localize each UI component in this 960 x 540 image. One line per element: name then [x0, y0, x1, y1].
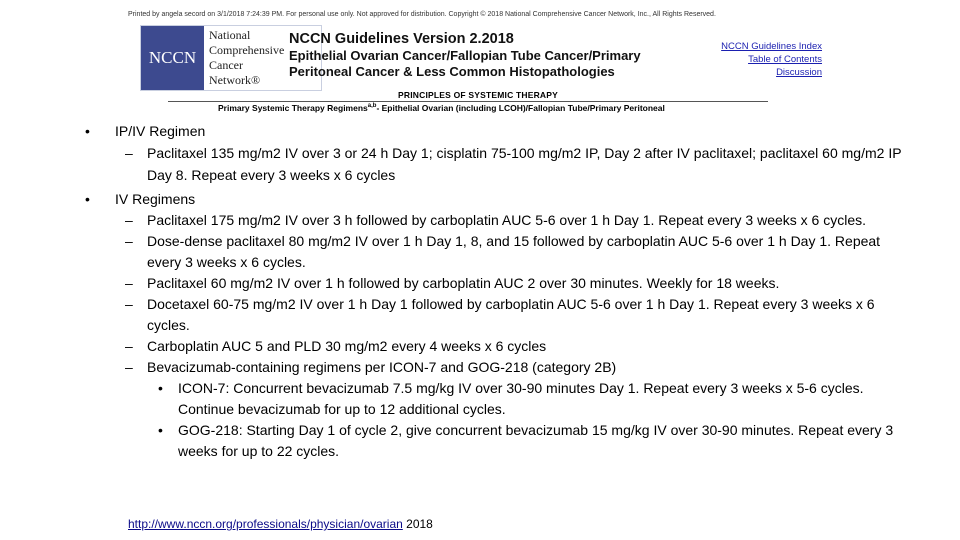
logo-word: Cancer	[209, 58, 243, 72]
section-subtitle-sup: a,b	[367, 103, 377, 110]
list-item	[85, 273, 915, 294]
section-subtitle-rest: - Epithelial Ovarian (including LCOH)/Fallopian Tube/Primary Peritoneal	[376, 103, 665, 113]
citation-year: 2018	[406, 517, 433, 531]
dash: –	[125, 212, 133, 228]
iv-heading: IV Regimens	[115, 191, 196, 207]
discussion-link[interactable]: Discussion	[776, 67, 822, 78]
list-item	[85, 378, 915, 420]
table-of-contents-link[interactable]: Table of Contents	[748, 54, 822, 65]
dash: –	[125, 359, 133, 375]
list-item	[85, 231, 915, 273]
dash: –	[125, 275, 133, 291]
regimen-list	[85, 120, 915, 462]
dash: –	[125, 145, 133, 161]
iv-item: Dose-dense paclitaxel 80 mg/m2 IV over 1 h Day 1, 8, and 15 followed by carboplatin AUC 5-6 over 1 h Day 1. Repeat every 3 weeks x 6 cycles.	[147, 233, 881, 270]
dash: –	[125, 233, 133, 249]
list-item	[85, 120, 915, 142]
title-line-2: Epithelial Ovarian Cancer/Fallopian Tube Cancer/Primary	[289, 48, 641, 63]
ip-iv-heading: IP/IV Regimen	[115, 123, 206, 139]
section-divider	[168, 101, 768, 102]
list-item	[85, 188, 915, 210]
printed-notice: Printed by angela secord on 3/1/2018 7:24:39 PM. For personal use only. Not approved for distribution. Copyright © 2018 National Comprehensive Cancer Network, Inc., All Rights Reserved.	[128, 11, 716, 18]
sub-bullet: •	[158, 422, 163, 438]
bullet: •	[85, 123, 90, 139]
list-item	[85, 357, 915, 378]
iv-item: Carboplatin AUC 5 and PLD 30 mg/m2 every 4 weeks x 6 cycles	[147, 338, 547, 354]
section-subtitle	[218, 103, 665, 113]
guideline-links	[721, 40, 822, 79]
ip-iv-item: Paclitaxel 135 mg/m2 IV over 3 or 24 h Day 1; cisplatin 75-100 mg/m2 IP, Day 2 after IV paclitaxel; paclitaxel 60 mg/m2 IP Day 8. Repeat every 3 weeks x 6 cycles	[147, 145, 902, 183]
dash: –	[125, 338, 133, 354]
title-line-1: NCCN Guidelines Version 2.2018	[289, 31, 514, 47]
source-citation	[128, 517, 433, 531]
iv-item: Docetaxel 60-75 mg/m2 IV over 1 h Day 1 followed by carboplatin AUC 5-6 over 1 h Day 1. Repeat every 3 weeks x 6 cycles.	[147, 296, 875, 333]
nccn-ovarian-link[interactable]: http://www.nccn.org/professionals/physician/ovarian	[128, 517, 403, 531]
bev-sub-item: GOG-218: Starting Day 1 of cycle 2, give concurrent bevacizumab 15 mg/kg IV over 30-90 minutes. Repeat every 3 weeks for up to 22 cycles.	[178, 422, 894, 459]
iv-item: Bevacizumab-containing regimens per ICON-7 and GOG-218 (category 2B)	[147, 359, 617, 375]
dash: –	[125, 296, 133, 312]
section-title: PRINCIPLES OF SYSTEMIC THERAPY	[398, 90, 558, 100]
guidelines-index-link[interactable]: NCCN Guidelines Index	[721, 41, 822, 52]
list-item	[85, 142, 915, 186]
list-item	[85, 420, 915, 462]
list-item	[85, 294, 915, 336]
sub-bullet: •	[158, 380, 163, 396]
list-item	[85, 210, 915, 231]
title-line-3: Peritoneal Cancer & Less Common Histopathologies	[289, 64, 615, 79]
logo-words	[209, 28, 284, 88]
bev-sub-item: ICON-7: Concurrent bevacizumab 7.5 mg/kg IV over 30-90 minutes Day 1. Repeat every 3 weeks x 5-6 cycles. Continue bevacizumab for up to 12 additional cycles.	[178, 380, 864, 417]
section-subtitle-main: Primary Systemic Therapy Regimens	[218, 103, 368, 113]
logo-box: NCCN	[141, 26, 204, 90]
iv-item: Paclitaxel 60 mg/m2 IV over 1 h followed by carboplatin AUC 2 over 30 minutes. Weekly for 18 weeks.	[147, 275, 780, 291]
iv-item: Paclitaxel 175 mg/m2 IV over 3 h followed by carboplatin AUC 5-6 over 1 h Day 1. Repeat every 3 weeks x 6 cycles.	[147, 212, 867, 228]
logo-word: Network®	[209, 73, 261, 87]
bullet: •	[85, 191, 90, 207]
guideline-title	[289, 30, 641, 80]
logo-word: National	[209, 28, 251, 42]
list-item	[85, 336, 915, 357]
logo-word: Comprehensive	[209, 43, 285, 57]
guideline-header-image	[128, 8, 828, 116]
